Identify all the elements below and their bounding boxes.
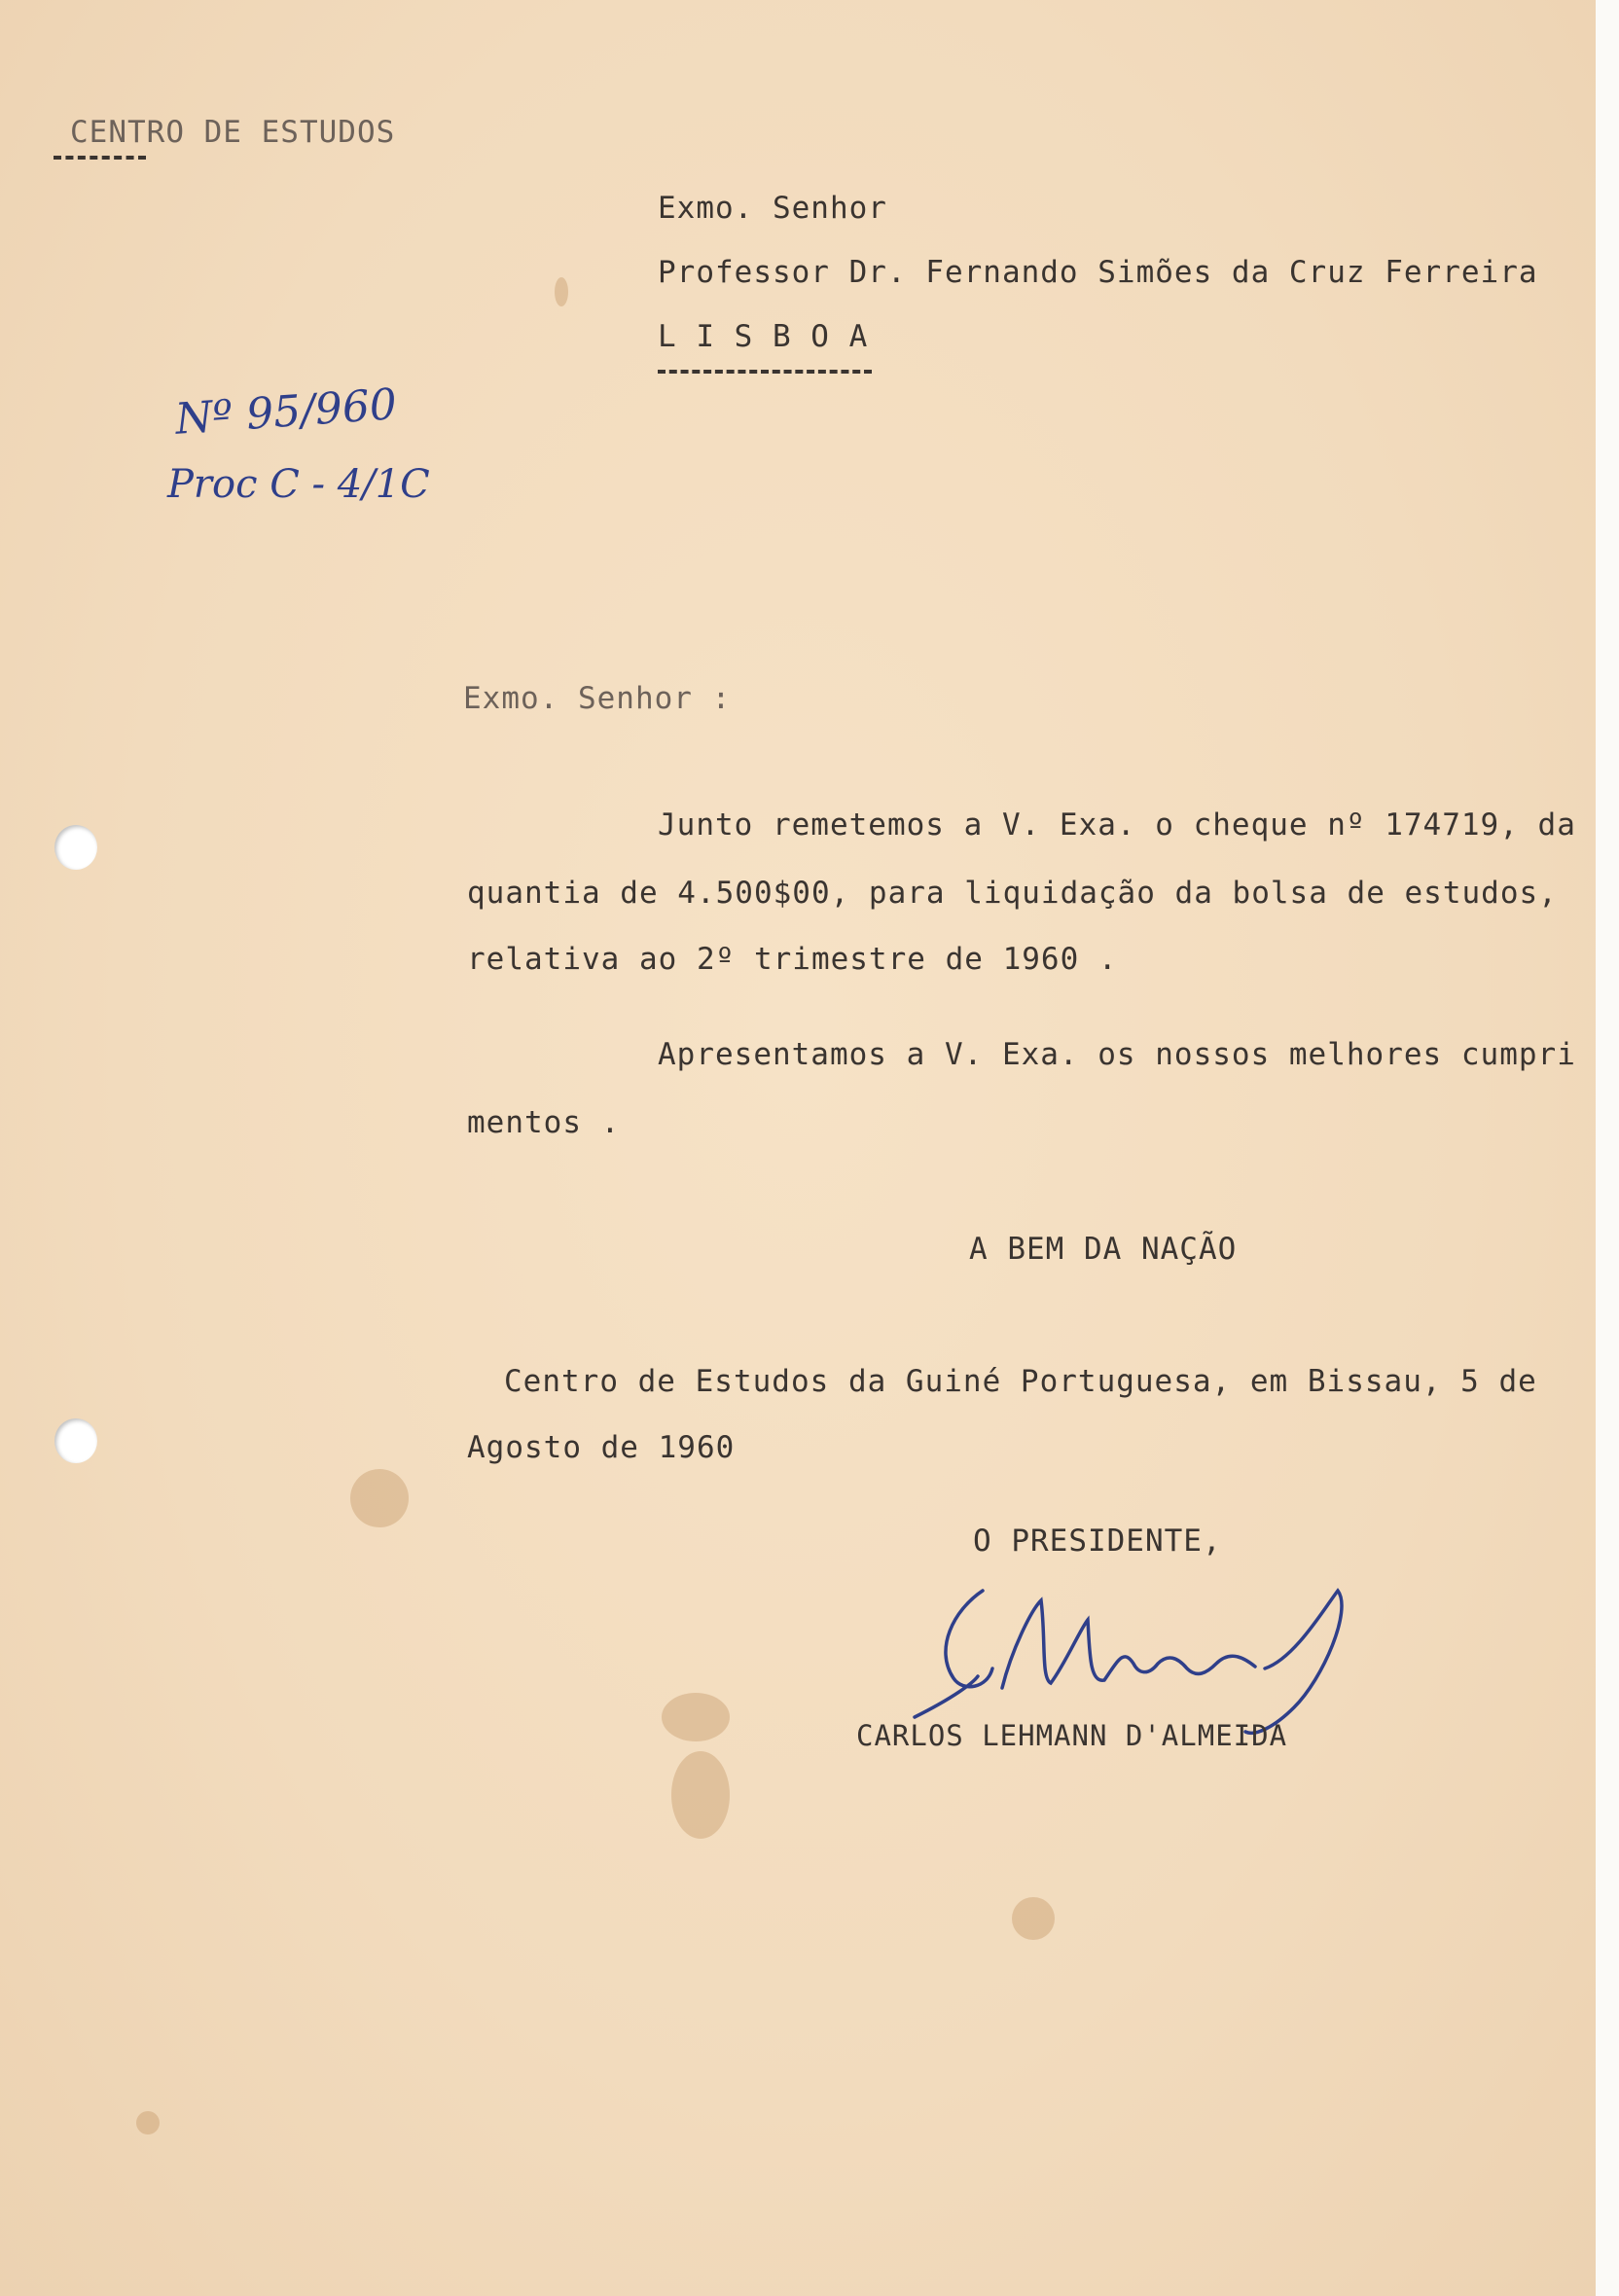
- paper-stain: [350, 1469, 409, 1527]
- body-line: relativa ao 2º trimestre de 1960 .: [467, 942, 1118, 977]
- letterhead: CENTRO DE ESTUDOS: [70, 115, 396, 150]
- body-line: Apresentamos a V. Exa. os nossos melhores cumpri: [658, 1037, 1576, 1072]
- paper-stain: [662, 1693, 730, 1741]
- scan-edge: [1596, 0, 1619, 2296]
- paper-stain: [671, 1751, 730, 1839]
- greeting: Exmo. Senhor :: [463, 681, 732, 716]
- recipient-name: Professor Dr. Fernando Simões da Cruz Ferreira: [658, 255, 1538, 290]
- handwritten-signature: [895, 1571, 1362, 1737]
- handwritten-process-reference: Proc C - 4/1C: [167, 462, 430, 507]
- motto: A BEM DA NAÇÃO: [969, 1232, 1238, 1267]
- closing-title: O PRESIDENTE,: [973, 1524, 1222, 1559]
- recipient-salutation: Exmo. Senhor: [658, 191, 887, 226]
- paper-stain: [136, 2111, 160, 2135]
- recipient-city-underline: [658, 370, 872, 378]
- place-date-line: Centro de Estudos da Guiné Portuguesa, em Bissau, 5 de: [504, 1364, 1537, 1399]
- punch-hole: [54, 1418, 97, 1463]
- handwritten-reference-number: Nº 95/960: [173, 379, 399, 445]
- body-line: Junto remetemos a V. Exa. o cheque nº 174719, da: [658, 807, 1576, 843]
- paper-stain: [555, 277, 568, 306]
- signatory-name: CARLOS LEHMANN D'ALMEIDA: [856, 1719, 1288, 1752]
- paper-stain: [1012, 1897, 1055, 1940]
- punch-hole: [54, 825, 97, 870]
- body-line: mentos .: [467, 1105, 621, 1140]
- letterhead-underline: [54, 156, 146, 164]
- body-line: quantia de 4.500$00, para liquidação da bolsa de estudos,: [467, 876, 1558, 911]
- recipient-city: L I S B O A: [658, 319, 869, 354]
- place-date-line: Agosto de 1960: [467, 1430, 736, 1465]
